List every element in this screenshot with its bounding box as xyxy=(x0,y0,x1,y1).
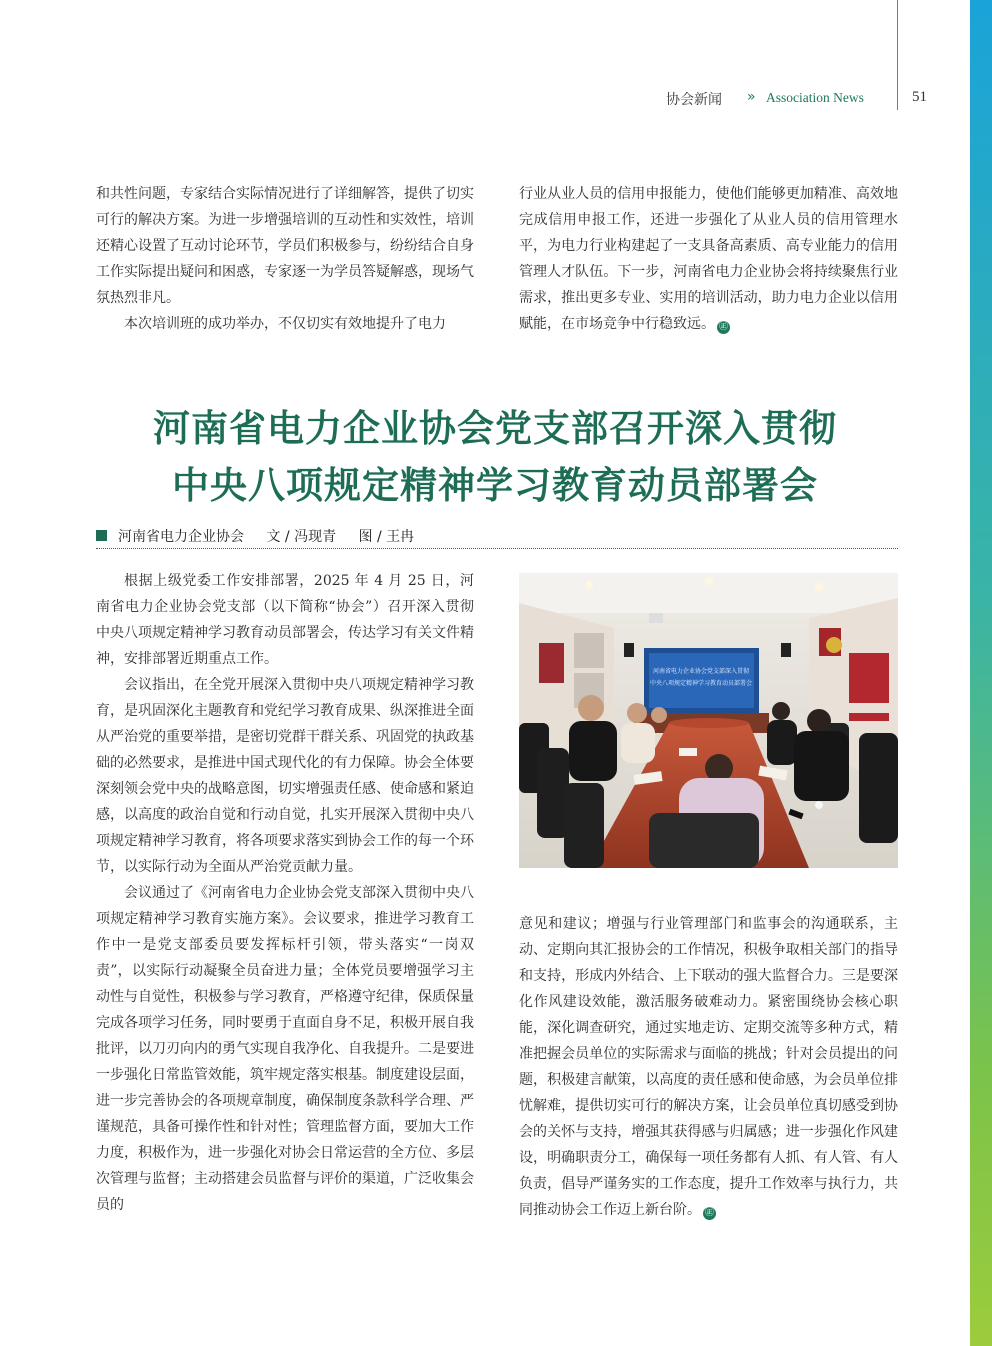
dotted-divider xyxy=(96,548,898,549)
article-title-line-2: 中央八项规定精神学习教育动员部署会 xyxy=(172,464,818,507)
page-edge-color-bar xyxy=(970,0,992,1346)
byline-organization: 河南省电力企业协会 xyxy=(118,529,244,545)
end-mark-icon: ㊣ xyxy=(704,1208,714,1218)
meeting-photo xyxy=(519,573,898,868)
double-chevron-icon: » xyxy=(747,89,756,105)
byline-author: 文 / 冯现青 xyxy=(266,529,337,545)
article-title-line-1: 河南省电力企业协会党支部召开深入贯彻 xyxy=(153,407,837,450)
screen-text-line-1: 河南省电力企业协会党支部深入贯彻 xyxy=(652,668,750,675)
paragraph: 意见和建议；增强与行业管理部门和监事会的沟通联系，主动、定期向其汇报协会的工作情况，积极争取相关部门的指导和支持，形成内外结合、上下联动的强大监督合力。三是要深化作风建设效能，激活服务破难动力。紧密围绕协会核心职能，深化调查研究，通过实地走访、定期交流等多种方式，精准把握会员单位的实际需求与面临的挑战；针对会员提出的问题，积极建言献策，以高度的责任感和使命感，为会员单位排忧解难，提供切实可行的解决方案，让会员单位真切感受到协会的关怀与支持，增强其获得感与归属感；进一步强化作风建设，明确职责分工，确保每一项任务都有人抓、有人管、有人负责，倡导严谨务实的工作态度，提升工作效率与执行力，共同推动协会工作迈上新台阶。 ㊣ xyxy=(519,916,898,1218)
paragraph: 行业从业人员的信用申报能力，使他们能够更加精准、高效地完成信用申报工作，还进一步强化了从业人员的信用管理水平，为电力行业构建起了一支具备高素质、高专业能力的信用管理人才队伍。下一步，河南省电力企业协会将持续聚焦行业需求，推出更多专业、实用的培训活动，助力电力企业以信用赋能，在市场竞争中行稳致远。 ㊣ xyxy=(519,186,898,332)
meeting-room-illustration xyxy=(519,573,898,868)
article-left-column xyxy=(96,568,474,1218)
paragraph: 本次培训班的成功举办，不仅切实有效地提升了电力 xyxy=(124,316,446,332)
paragraph: 会议指出，在全党开展深入贯彻中央八项规定精神学习教育，是巩固深化主题教育和党纪学习教育成果、纵深推进全面从严治党的重要举措，是密切党群干群关系、巩固党的执政基础的必然要求，是推进中国式现代化的有力保障。协会全体要深刻领会党中央的战略意图，切实增强责任感、使命感和紧迫感，以高度的政治自觉和行动自觉，扎实开展深入贯彻中央八项规定精神学习教育，将各项要求落实到协会工作的每一个环节，以实际行动为全面从严治党贡献力量。 xyxy=(96,677,474,875)
section-name-en: Association News xyxy=(766,90,864,105)
prev-article-right-column xyxy=(519,181,898,337)
article-right-column xyxy=(519,911,898,1223)
paragraph: 会议通过了《河南省电力企业协会党支部深入贯彻中央八项规定精神学习教育实施方案》。会议要求，推进学习教育工作中一是党支部委员要发挥标杆引领，带头落实“一岗双责”，以实际行动凝聚全员奋进力量；全体党员要增强学习主动性与自觉性，积极参与学习教育，严格遵守纪律，保质保量完成各项学习任务，同时要勇于直面自身不足，积极开展自我批评，以刀刃向内的勇气实现自我净化、自我提升。二是要进一步强化日常监管效能，筑牢规定落实根基。制度建设层面，进一步完善协会的各项规章制度，确保制度条款科学合理、严谨规范，具备可操作性和针对性；管理监督方面，要加大工作力度，积极作为，进一步强化对协会日常运营的全方位、多层次管理与监督；主动搭建会员监督与评价的渠道，广泛收集会员的 xyxy=(96,885,474,1213)
screen-text-line-2: 中央八项规定精神学习教育动员部署会 xyxy=(649,680,753,687)
end-mark-icon: ㊣ xyxy=(718,322,728,332)
running-header xyxy=(600,89,930,111)
prev-article-left-column xyxy=(96,181,474,337)
paragraph: 和共性问题，专家结合实际情况进行了详细解答，提供了切实可行的解决方案。为进一步增强培训的互动性和实效性，培训还精心设置了互动讨论环节，学员们积极参与，纷纷结合自身工作实际提出疑问和困惑，专家逐一为学员答疑解惑，现场气氛热烈非凡。 xyxy=(96,186,474,306)
section-name-cn: 协会新闻 xyxy=(666,92,722,108)
square-bullet-icon xyxy=(96,530,107,541)
paragraph: 根据上级党委工作安排部署，2025 年 4 月 25 日，河南省电力企业协会党支部（以下简称“协会”）召开深入贯彻中央八项规定精神学习教育动员部署会，传达学习有关文件精神，安排部署近期重点工作。 xyxy=(96,573,474,667)
byline xyxy=(96,526,898,548)
page-number: 51 xyxy=(912,89,927,105)
byline-photographer: 图 / 王冉 xyxy=(358,529,415,545)
